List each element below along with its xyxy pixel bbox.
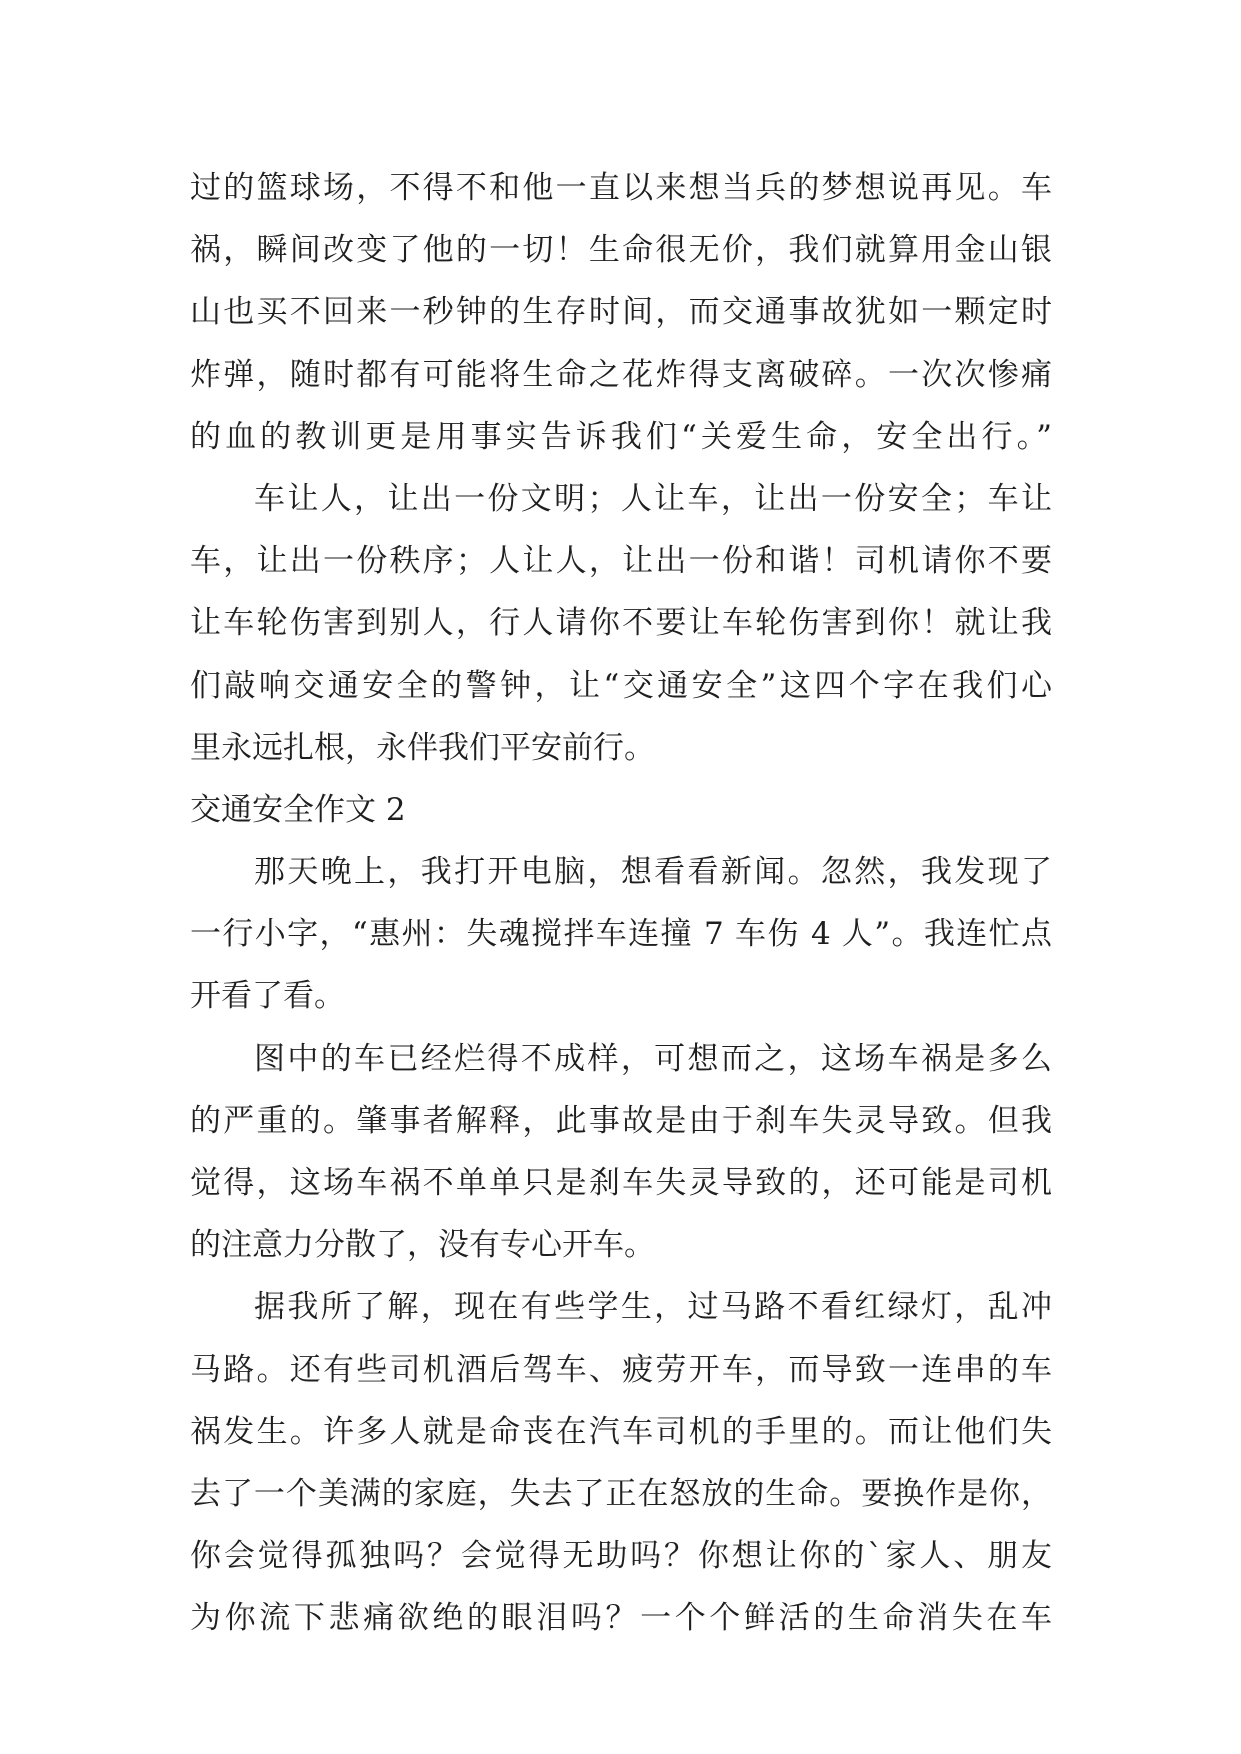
essay-body: [190, 157, 1052, 1650]
text-line: 觉得，这场车祸不单单只是刹车失灵导致的，还可能是司机: [190, 1165, 1052, 1201]
text-line: 据我所了解，现在有些学生，过马路不看红绿灯，乱冲: [254, 1289, 1052, 1326]
text-line: 的注意力分散了，没有专心开车。: [190, 1227, 655, 1264]
text-line: 车，让出一份秩序；人让人，让出一份和谐！司机请你不要: [190, 543, 1052, 580]
text-line: 为你流下悲痛欲绝的眼泪吗？一个个鲜活的生命消失在车: [190, 1600, 1052, 1637]
text-line: 马路。还有些司机酒后驾车、疲劳开车，而导致一连串的车: [190, 1351, 1052, 1388]
text-line: 祸发生。许多人就是命丧在汽车司机的手里的。而让他们失: [190, 1413, 1052, 1450]
text-line: 车让人，让出一份文明；人让车，让出一份安全；车让: [254, 480, 1052, 517]
text-line: 图中的车已经烂得不成样，可想而之，这场车祸是多么: [254, 1040, 1052, 1077]
text-line: 的严重的。肇事者解释，此事故是由于刹车失灵导致。但我: [190, 1102, 1052, 1139]
text-line: 炸弹，随时都有可能将生命之花炸得支离破碎。一次次惨痛: [190, 356, 1052, 393]
text-line: 让车轮伤害到别人，行人请你不要让车轮伤害到你！就让我: [190, 605, 1052, 642]
section-heading: 交通安全作文 2: [190, 791, 406, 828]
text-line: 的血的教训更是用事实告诉我们“关爱生命，安全出行。”: [190, 418, 1052, 455]
text-line: 一行小字，“惠州：失魂搅拌车连撞 7 车伤 4 人”。我连忙点: [190, 916, 1052, 953]
text-line: 开看了看。: [190, 978, 345, 1015]
text-line: 山也买不回来一秒钟的生存时间，而交通事故犹如一颗定时: [190, 294, 1052, 331]
text-line: 过的篮球场，不得不和他一直以来想当兵的梦想说再见。车: [190, 170, 1052, 206]
text-line: 们敲响交通安全的警钟，让“交通安全”这四个字在我们心: [190, 667, 1052, 704]
text-line: 去了一个美满的家庭，失去了正在怒放的生命。要换作是你，: [190, 1475, 1052, 1512]
text-line: 祸，瞬间改变了他的一切！生命很无价，我们就算用金山银: [190, 232, 1052, 269]
text-line: 那天晚上，我打开电脑，想看看新闻。忽然，我发现了: [254, 854, 1052, 891]
text-line: 你会觉得孤独吗？会觉得无助吗？你想让你的`家人、朋友: [190, 1538, 1052, 1575]
text-line: 里永远扎根，永伴我们平安前行。: [190, 729, 655, 766]
